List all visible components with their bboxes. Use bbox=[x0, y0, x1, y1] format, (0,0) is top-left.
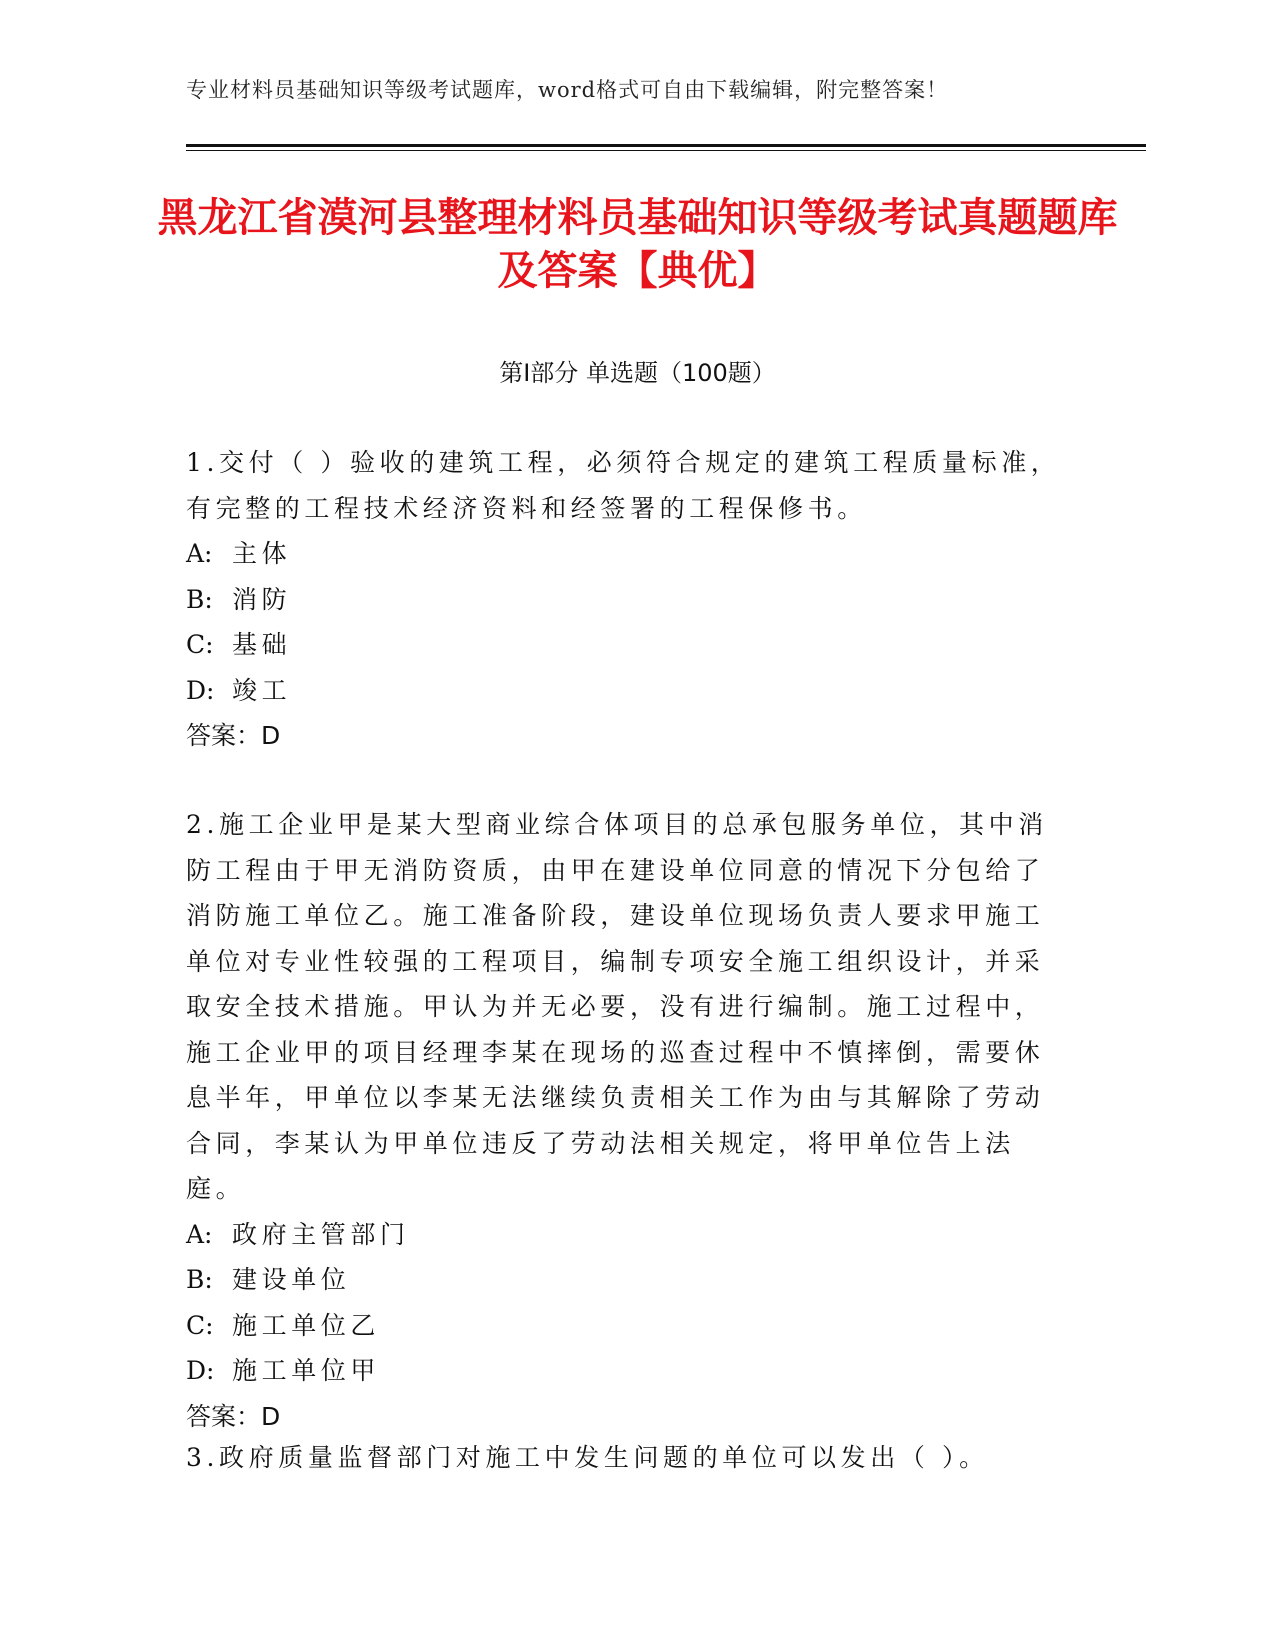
option-key: B: bbox=[186, 1265, 213, 1294]
option-b bbox=[186, 577, 1066, 623]
option-key: A: bbox=[186, 539, 213, 568]
option-b bbox=[186, 1257, 1066, 1303]
option-key: A: bbox=[186, 1219, 213, 1249]
option-d bbox=[186, 1348, 1066, 1394]
option-text: 施工单位乙 bbox=[232, 1310, 381, 1340]
option-text: 基础 bbox=[232, 630, 292, 659]
option-c bbox=[186, 1303, 1066, 1349]
option-key: D: bbox=[186, 675, 215, 705]
header-rule-thick bbox=[186, 144, 1146, 147]
option-text: 竣工 bbox=[232, 675, 292, 705]
option-c bbox=[186, 622, 1066, 668]
option-text: 建设单位 bbox=[232, 1265, 351, 1294]
option-key: D: bbox=[186, 1356, 215, 1385]
option-text: 主体 bbox=[232, 539, 292, 568]
question-1 bbox=[186, 440, 1066, 759]
question-stem: 2.施工企业甲是某大型商业综合体项目的总承包服务单位，其中消防工程由于甲无消防资质，由甲在建设单位同意的情况下分包给了消防施工单位乙。施工准备阶段，建设单位现场负责人要求甲施工单位对专业性较强的工程项目，编制专项安全施工组织设计，并采取安全技术措施。甲认为并无必要，没有进行编制。施工过程中，施工企业甲的项目经理李某在现场的巡查过程中不慎摔倒，需要休息半年，甲单位以李某无法继续负责相关工作为由与其解除了劳动合同，李某认为甲单位违反了劳动法相关规定，将甲单位告上法庭。 bbox=[186, 810, 1048, 1203]
question-stem: 3.政府质量监督部门对施工中发生问题的单位可以发出（ ）。 bbox=[186, 1443, 989, 1472]
option-a bbox=[186, 1212, 1066, 1258]
option-key: B: bbox=[186, 584, 213, 614]
option-a bbox=[186, 531, 1066, 577]
question-2 bbox=[186, 802, 1066, 1439]
question-stem: 1.交付（ ）验收的建筑工程，必须符合规定的建筑工程质量标准，有完整的工程技术经济资料和经签署的工程保修书。 bbox=[186, 448, 1061, 523]
header-note: 专业材料员基础知识等级考试题库，word格式可自由下载编辑，附完整答案！ bbox=[186, 78, 949, 102]
header-rule-thin bbox=[186, 150, 1146, 151]
option-text: 施工单位甲 bbox=[232, 1356, 381, 1385]
question-3 bbox=[186, 1435, 1066, 1481]
section-heading: 第Ⅰ部分 单选题（100题） bbox=[499, 359, 776, 387]
option-key: C: bbox=[186, 630, 214, 659]
option-key: C: bbox=[186, 1310, 214, 1340]
answer: 答案：D bbox=[186, 1401, 281, 1431]
option-text: 政府主管部门 bbox=[232, 1219, 410, 1249]
option-d bbox=[186, 668, 1066, 714]
document-title: 黑龙江省漠河县整理材料员基础知识等级考试真题题库及答案【典优】 bbox=[157, 195, 1118, 294]
answer: 答案：D bbox=[186, 721, 281, 750]
option-text: 消防 bbox=[232, 584, 292, 614]
